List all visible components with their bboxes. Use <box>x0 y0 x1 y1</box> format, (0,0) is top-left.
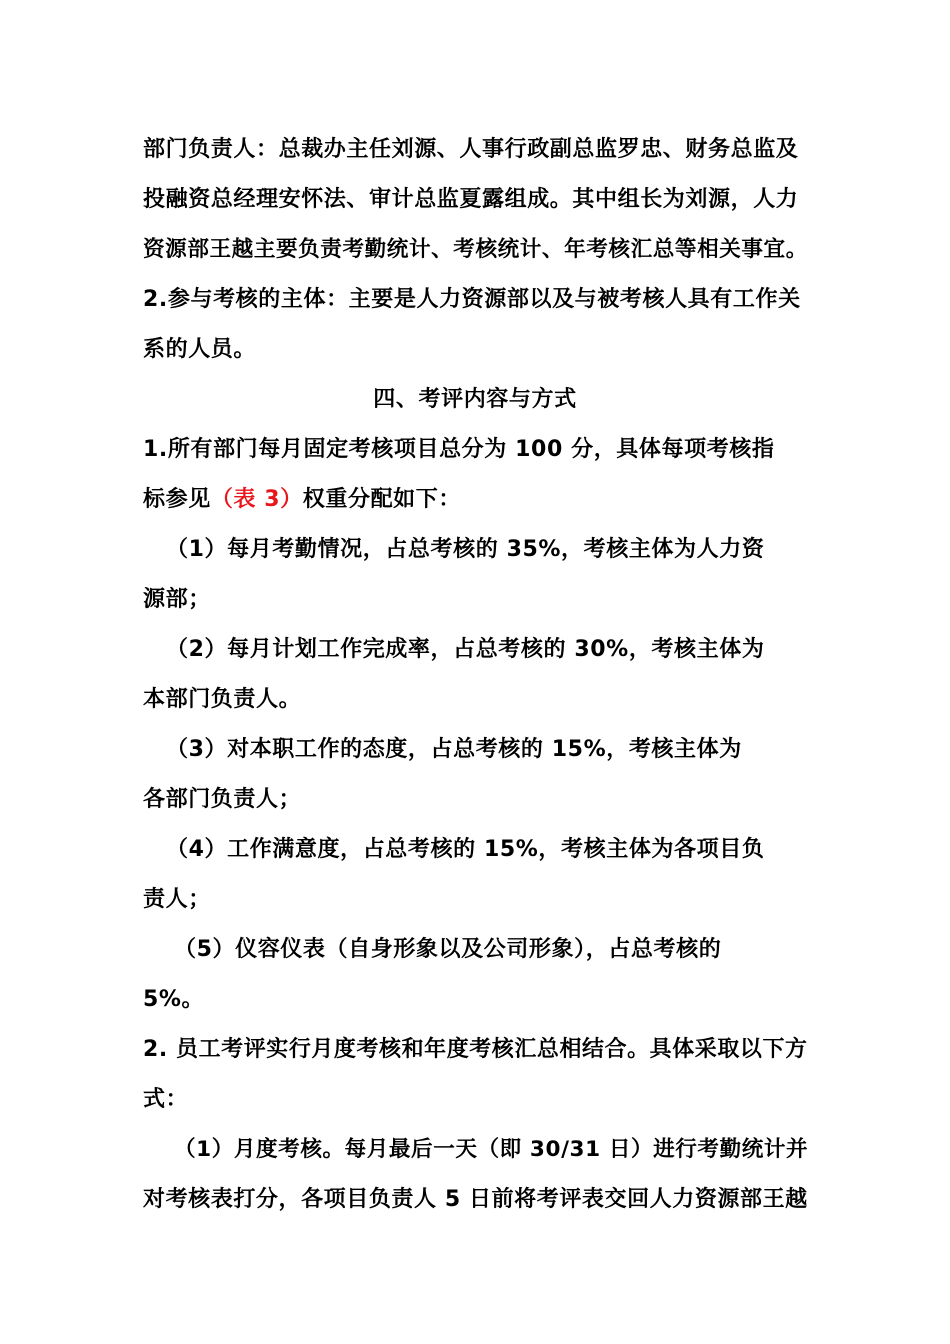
paragraph-line <box>0 135 950 165</box>
line-text: 投融资总经理安怀法、审计总监夏露组成。其中组长为刘源，人力 <box>143 187 799 212</box>
section-heading-text: 四、考评内容与方式 <box>373 387 577 412</box>
table-reference-highlight: （表 3） <box>210 487 303 512</box>
line-text: 部门负责人：总裁办主任刘源、人事行政副总监罗忠、财务总监及 <box>143 137 799 162</box>
line-text: （2）每月计划工作完成率，占总考核的 30%，考核主体为 <box>166 637 765 662</box>
paragraph-line <box>0 1185 950 1215</box>
paragraph-line <box>0 885 950 915</box>
list-item-line <box>0 635 950 665</box>
line-text: 各部门负责人； <box>143 787 302 812</box>
line-text: （1）每月考勤情况，占总考核的 35%，考核主体为人力资 <box>166 537 765 562</box>
paragraph-line <box>0 785 950 815</box>
line-text: 系的人员。 <box>143 337 257 362</box>
paragraph-line <box>0 285 950 315</box>
list-item-line <box>0 735 950 765</box>
line-text: （5）仪容仪表（自身形象以及公司形象），占总考核的 <box>174 937 722 962</box>
paragraph-line <box>0 1035 950 1065</box>
section-heading <box>0 385 950 415</box>
list-item-line <box>0 935 950 965</box>
paragraph-line <box>0 185 950 215</box>
line-text: 式： <box>143 1087 189 1112</box>
list-item-line <box>0 1135 950 1165</box>
line-text: 责人； <box>143 887 211 912</box>
paragraph-line <box>0 435 950 465</box>
line-text: 本部门负责人。 <box>143 687 302 712</box>
line-text: （4）工作满意度，占总考核的 15%，考核主体为各项目负 <box>166 837 765 862</box>
line-text: 源部； <box>143 587 211 612</box>
paragraph-line <box>0 485 950 515</box>
list-item-line <box>0 535 950 565</box>
line-text: 5%。 <box>143 987 205 1012</box>
list-item-line <box>0 835 950 865</box>
paragraph-line <box>0 585 950 615</box>
line-text: （1）月度考核。每月最后一天（即 30/31 日）进行考勤统计并 <box>174 1137 809 1162</box>
line-text: 1.所有部门每月固定考核项目总分为 100 分，具体每项考核指 <box>143 437 775 462</box>
line-text: 权重分配如下： <box>302 487 461 512</box>
line-text: （3）对本职工作的态度，占总考核的 15%，考核主体为 <box>166 737 742 762</box>
line-text: 标参见 <box>143 487 211 512</box>
paragraph-line <box>0 985 950 1015</box>
paragraph-line <box>0 335 950 365</box>
paragraph-line <box>0 235 950 265</box>
line-text: 对考核表打分，各项目负责人 5 日前将考评表交回人力资源部王越 <box>143 1187 808 1212</box>
paragraph-line <box>0 1085 950 1115</box>
line-text: 2.参与考核的主体：主要是人力资源部以及与被考核人具有工作关 <box>143 287 801 312</box>
line-text: 资源部王越主要负责考勤统计、考核统计、年考核汇总等相关事宜。 <box>143 237 808 262</box>
paragraph-line <box>0 685 950 715</box>
line-text: 2. 员工考评实行月度考核和年度考核汇总相结合。具体采取以下方 <box>143 1037 808 1062</box>
